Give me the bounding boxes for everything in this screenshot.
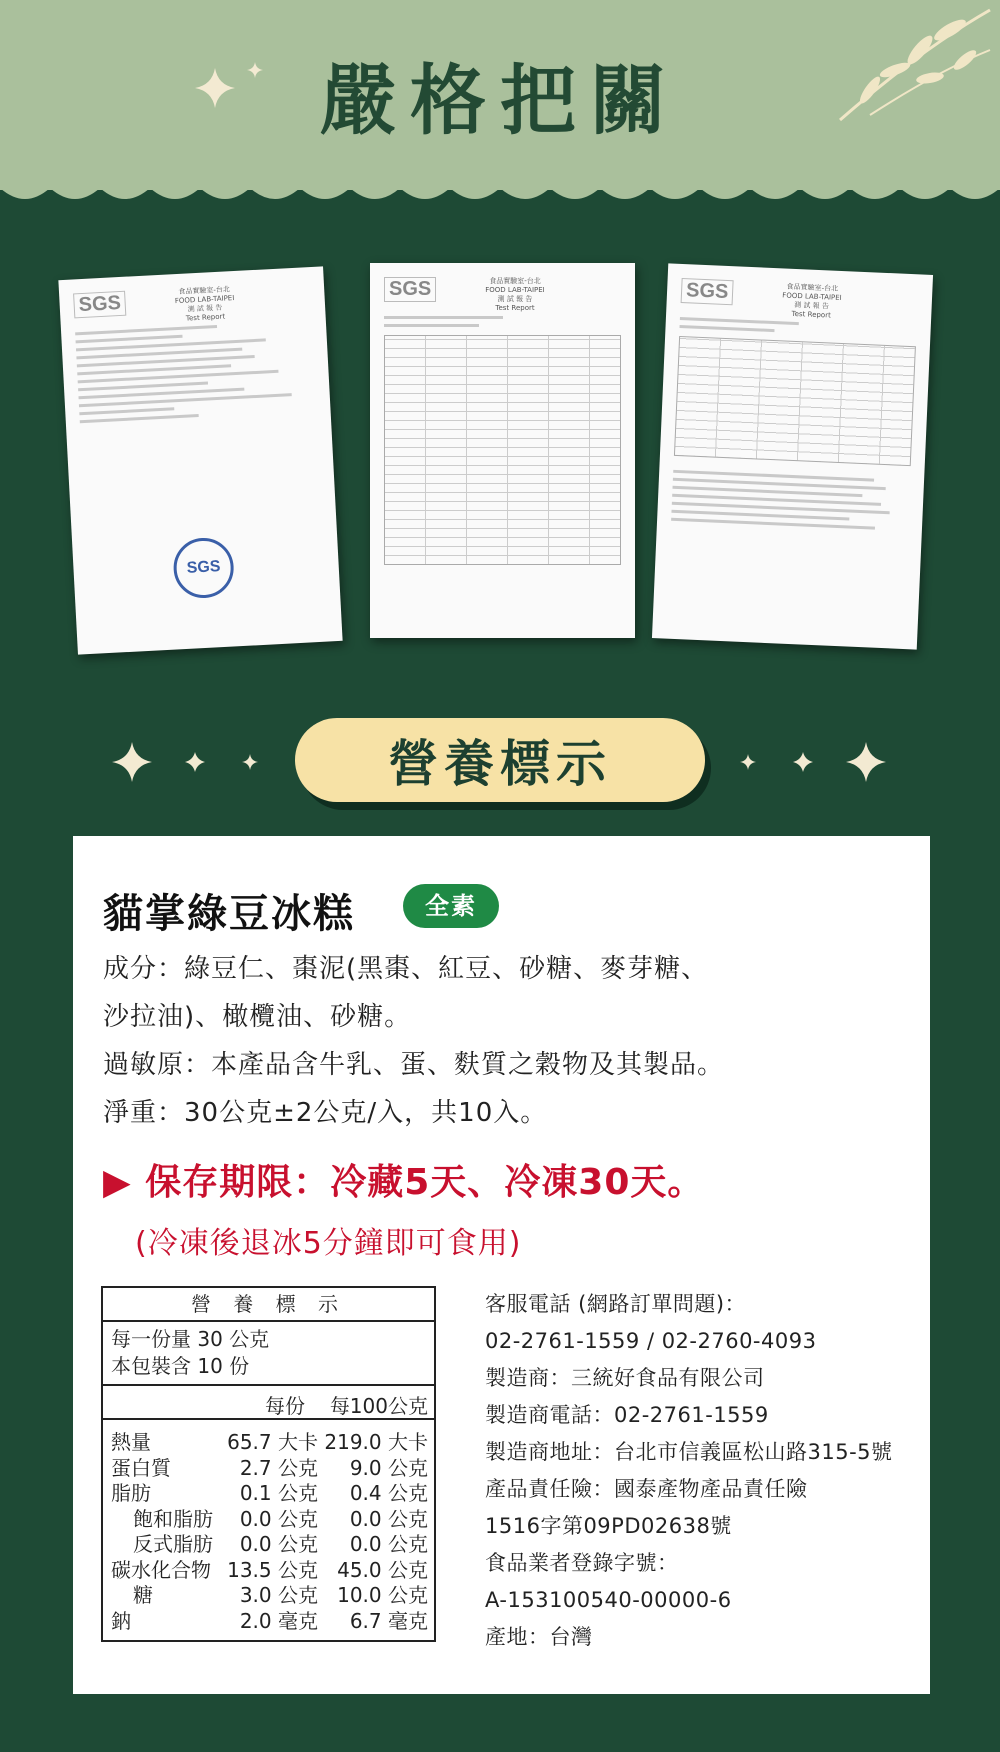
- allergen-info: 過敏原：本產品含牛乳、蛋、麩質之穀物及其製品。: [103, 1050, 725, 1080]
- section-title: 營養標示: [295, 718, 705, 802]
- page-title: 嚴格把關: [320, 56, 680, 145]
- table-row: 蛋白質 2.7 公克 9.0 公克: [111, 1455, 428, 1480]
- customer-service-phone: 02-2761-1559 / 02-2760-4093: [485, 1329, 817, 1353]
- registration-number: A-153100540-00000-6: [485, 1588, 732, 1612]
- serving-info: [103, 1322, 434, 1386]
- shelf-life: ▶ 保存期限：冷藏5天、冷凍30天。: [103, 1162, 705, 1203]
- insurance-number: 1516字第09PD02638號: [485, 1514, 732, 1538]
- manufacturer-address: 製造商地址：台北市信義區松山路315-5號: [485, 1440, 893, 1464]
- test-report-1: [58, 266, 342, 654]
- company-info: [485, 1286, 915, 1656]
- report-header: 食品實驗室-台北 FOOD LAB-TAIPEI 測 試 報 告 Test Report: [485, 277, 545, 312]
- test-report-2: [370, 263, 635, 638]
- nutrition-table: [101, 1286, 436, 1642]
- manufacturer-phone: 製造商電話：02-2761-1559: [485, 1403, 769, 1427]
- ingredients-line-1: 成分：綠豆仁、棗泥(黑棗、紅豆、砂糖、麥芽糖、: [103, 954, 709, 984]
- ingredients-line-2: 沙拉油)、橄欖油、砂糖。: [103, 1002, 412, 1032]
- servings-per-package: 本包裝含 10 份: [111, 1354, 250, 1378]
- report-notes: [671, 470, 910, 531]
- liability-insurance: 產品責任險：國泰產物產品責任險: [485, 1477, 808, 1501]
- col-per-serving: 每份: [265, 1394, 305, 1418]
- table-row: 脂肪 0.1 公克 0.4 公克: [111, 1481, 428, 1505]
- test-report-3: [652, 263, 933, 649]
- scalloped-edge: [0, 170, 1000, 210]
- table-row: 鈉 2.0 毫克 6.7 毫克: [111, 1608, 428, 1633]
- report-header: 食品實驗室-台北 FOOD LAB-TAIPEI 測 試 報 告 Test Report: [782, 282, 842, 320]
- table-row: 熱量 65.7 大卡 219.0 大卡: [111, 1430, 428, 1454]
- net-weight: 淨重：30公克±2公克/入，共10入。: [103, 1098, 548, 1128]
- nutrition-table-title: 營 養 標 示: [103, 1288, 434, 1322]
- sgs-logo: SGS: [681, 278, 734, 305]
- manufacturer: 製造商：三統好食品有限公司: [485, 1366, 765, 1390]
- leaves-icon: [800, 0, 1000, 140]
- product-name: 貓掌綠豆冰糕: [103, 891, 355, 937]
- nutrition-rows: [103, 1420, 434, 1633]
- report-header: 食品實驗室-台北 FOOD LAB-TAIPEI 測 試 報 告 Test Report: [174, 285, 235, 323]
- test-reports: [0, 255, 1000, 665]
- sgs-logo: SGS: [73, 291, 126, 319]
- sgs-stamp-icon: SGS: [172, 536, 235, 599]
- report-lines: [679, 317, 916, 338]
- table-row: 糖 3.0 公克 10.0 公克: [133, 1583, 428, 1607]
- nutrition-column-headers: [103, 1386, 434, 1420]
- table-row: 飽和脂肪 0.0 公克 0.0 公克: [133, 1506, 428, 1531]
- col-per-100g: 每100公克: [329, 1394, 428, 1418]
- table-row: 反式脂肪 0.0 公克 0.0 公克: [133, 1532, 428, 1556]
- serving-size: 每一份量 30 公克: [111, 1327, 270, 1351]
- report-table: [384, 335, 621, 565]
- sgs-logo: SGS: [384, 277, 436, 302]
- table-row: 碳水化合物 13.5 公克 45.0 公克: [111, 1557, 428, 1582]
- shelf-life-note: (冷凍後退冰5分鐘即可食用): [135, 1226, 522, 1261]
- registration-label: 食品業者登錄字號：: [485, 1551, 679, 1575]
- report-lines: [384, 316, 621, 327]
- origin: 產地：台灣: [485, 1625, 593, 1649]
- vegan-badge: 全素: [403, 884, 499, 928]
- product-info-card: [73, 836, 930, 1694]
- report-lines: [75, 320, 316, 423]
- sparkle-right-group-icon: [728, 740, 888, 784]
- report-table: [674, 336, 916, 466]
- customer-service-label: 客服電話 (網路訂單問題)：: [485, 1292, 747, 1316]
- sparkle-left-group-icon: [110, 740, 270, 784]
